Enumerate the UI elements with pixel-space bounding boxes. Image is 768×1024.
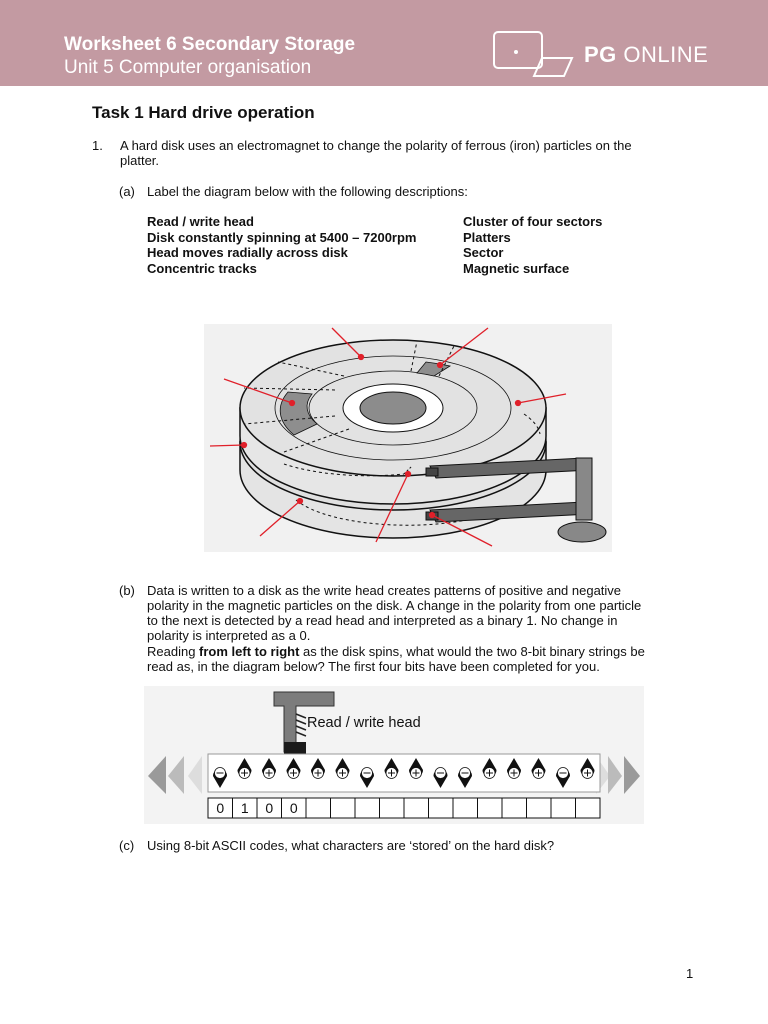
bit-box[interactable]	[453, 798, 478, 818]
bit-value: 0	[289, 800, 298, 816]
part-b-line4: polarity is interpreted as a 0.	[147, 628, 311, 643]
part-b-label: (b)	[119, 583, 135, 598]
description-right-2: Platters	[463, 230, 511, 245]
bit-box[interactable]	[478, 798, 503, 818]
part-a-text: Label the diagram below with the following descriptions:	[147, 184, 468, 199]
bit-boxes	[208, 798, 600, 818]
description-left-4: Concentric tracks	[147, 261, 257, 276]
laptop-icon	[490, 30, 580, 80]
part-b-line2: polarity in the magnetic particles on the disk. A change in the polarity from one particle	[147, 598, 642, 613]
bit-value: 0	[216, 800, 225, 816]
bit-box[interactable]	[355, 798, 380, 818]
description-left-3: Head moves radially across disk	[147, 245, 348, 260]
bit-value: 0	[265, 800, 274, 816]
question-text-line1: A hard disk uses an electromagnet to change the polarity of ferrous (iron) particles on the	[120, 138, 632, 153]
description-right-4: Magnetic surface	[463, 261, 570, 276]
bit-box[interactable]	[576, 798, 601, 818]
part-b-line3: to the next is detected by a read head and interpreted as a binary 1. No change in	[147, 613, 618, 628]
description-left-1: Read / write head	[147, 214, 254, 229]
description-left-2: Disk constantly spinning at 5400 – 7200rpm	[147, 230, 417, 245]
part-c-text: Using 8-bit ASCII codes, what characters are ‘stored’ on the hard disk?	[147, 838, 555, 853]
question-number: 1.	[92, 138, 103, 153]
part-b-line1: Data is written to a disk as the write head creates patterns of positive and negative	[147, 583, 622, 598]
head-label: Read / write head	[307, 715, 421, 731]
part-c-label: (c)	[119, 838, 135, 853]
header-banner	[0, 0, 768, 86]
question-text-line2: platter.	[120, 153, 160, 168]
part-b-line6: read as, in the diagram below? The first four bits have been completed for you.	[147, 659, 600, 674]
bit-box[interactable]	[404, 798, 429, 818]
bit-box[interactable]	[551, 798, 576, 818]
polarity-diagram	[144, 686, 644, 824]
part-a-label: (a)	[119, 184, 135, 199]
page-number: 1	[686, 966, 694, 981]
bit-box[interactable]	[306, 798, 331, 818]
bit-box[interactable]	[429, 798, 454, 818]
pg-online-logo: PG ONLINE	[584, 42, 709, 67]
bit-box[interactable]	[502, 798, 527, 818]
upper-platter	[240, 340, 546, 504]
bit-box[interactable]	[527, 798, 552, 818]
hard-disk-diagram	[204, 324, 612, 552]
task-title: Task 1 Hard drive operation	[92, 103, 315, 122]
description-right-3: Sector	[463, 245, 504, 260]
part-b-line5: Reading from left to right as the disk spins, what would the two 8-bit binary strings be	[147, 644, 645, 659]
worksheet-title: Worksheet 6 Secondary Storage	[64, 34, 356, 55]
unit-subtitle: Unit 5 Computer organisation	[64, 57, 312, 78]
bit-box[interactable]	[331, 798, 356, 818]
description-right-1: Cluster of four sectors	[463, 214, 603, 229]
bit-value: 1	[240, 800, 249, 816]
bit-box[interactable]	[380, 798, 405, 818]
